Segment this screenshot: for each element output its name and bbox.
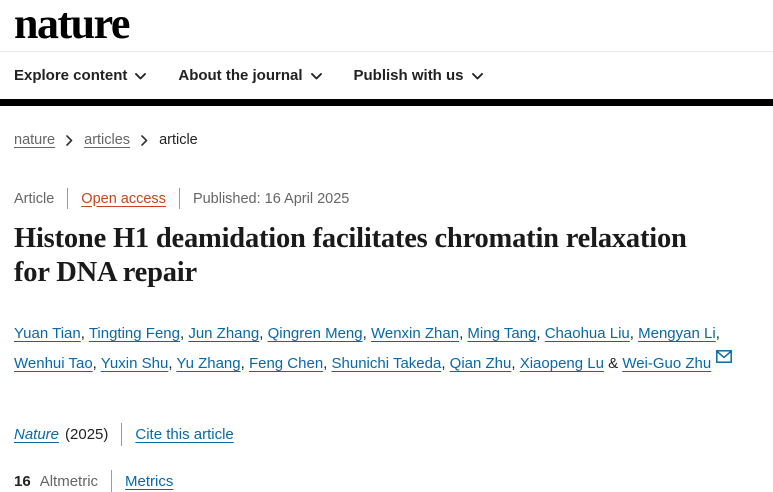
metrics-link[interactable]: Metrics (125, 473, 174, 491)
author-link[interactable]: Xiaopeng Lu (519, 355, 604, 373)
author-link[interactable]: Ming Tang (467, 325, 537, 343)
breadcrumb-link-nature[interactable]: nature (14, 132, 56, 148)
author-link[interactable]: Yu Zhang (176, 355, 241, 373)
author-separator: , (168, 355, 177, 373)
open-access-link[interactable]: Open access (81, 190, 166, 207)
citation-row (14, 423, 759, 446)
chevron-down-icon (311, 67, 322, 84)
main-nav (0, 52, 773, 99)
journal-year: (2025) (65, 426, 109, 444)
author-separator: , (715, 325, 720, 343)
author-link[interactable]: Tingting Feng (88, 325, 180, 343)
author-link[interactable]: Wei-Guo Zhu (622, 355, 712, 373)
header-divider-bar (0, 99, 773, 106)
nav-item-about-the-journal[interactable] (178, 67, 321, 84)
author-ampersand: & (603, 355, 623, 373)
chevron-right-icon (66, 135, 73, 146)
author-separator: , (459, 325, 468, 343)
vertical-divider (179, 188, 180, 209)
author-link[interactable]: Qian Zhu (449, 355, 512, 373)
author-separator: , (179, 325, 189, 343)
chevron-right-icon (141, 135, 148, 146)
nav-item-label: Explore content (14, 67, 128, 84)
nav-item-label: Publish with us (353, 67, 464, 84)
author-link[interactable]: Yuan Tian (14, 325, 81, 343)
breadcrumb-current-article: article (159, 132, 198, 148)
nav-item-publish-with-us[interactable] (354, 67, 483, 84)
envelope-icon[interactable] (716, 355, 732, 372)
author-separator: , (80, 325, 89, 343)
nav-item-label: About the journal (178, 67, 303, 84)
metrics-row (14, 470, 759, 492)
author-separator: , (511, 355, 520, 373)
article-header-section (0, 132, 773, 492)
author-separator: , (323, 355, 332, 373)
author-link[interactable]: Wenhui Tao (14, 355, 93, 373)
author-link[interactable]: Chaohua Liu (544, 325, 630, 343)
author-separator: , (240, 355, 249, 373)
nav-item-explore-content[interactable] (14, 67, 146, 84)
author-link[interactable]: Wenxin Zhan (370, 325, 460, 343)
author-separator: , (92, 355, 101, 373)
author-separator: , (441, 355, 450, 373)
nature-logo[interactable]: nature (14, 0, 129, 48)
author-separator: , (536, 325, 545, 343)
journal-link[interactable]: Nature (14, 426, 60, 444)
author-separator: , (259, 325, 268, 343)
vertical-divider (67, 188, 68, 209)
author-link[interactable]: Shunichi Takeda (331, 355, 442, 373)
altmetric-count: 16 (14, 473, 31, 491)
published-date: Published: 16 April 2025 (192, 190, 350, 207)
author-link[interactable]: Feng Chen (248, 355, 324, 373)
article-title: Histone H1 deamidation facilitates chromatin relaxation for DNA repair (14, 223, 687, 289)
logo-bar (0, 0, 773, 52)
author-separator: , (629, 325, 639, 343)
breadcrumb-link-articles[interactable]: articles (84, 132, 131, 148)
author-link[interactable]: Qingren Meng (267, 325, 363, 343)
author-separator: , (362, 325, 371, 343)
vertical-divider (111, 470, 112, 492)
altmetric-label: Altmetric (39, 473, 99, 491)
site-header (0, 0, 773, 106)
article-type-label: Article (14, 190, 55, 207)
cite-this-article-link[interactable]: Cite this article (135, 426, 234, 444)
chevron-down-icon (472, 67, 483, 84)
author-link[interactable]: Jun Zhang (188, 325, 260, 343)
vertical-divider (121, 423, 122, 446)
author-link[interactable]: Yuxin Shu (100, 355, 169, 373)
author-link[interactable]: Mengyan Li (638, 325, 716, 343)
breadcrumb (14, 132, 759, 148)
chevron-down-icon (135, 67, 146, 84)
article-meta-row (14, 188, 759, 209)
author-list (14, 319, 756, 379)
